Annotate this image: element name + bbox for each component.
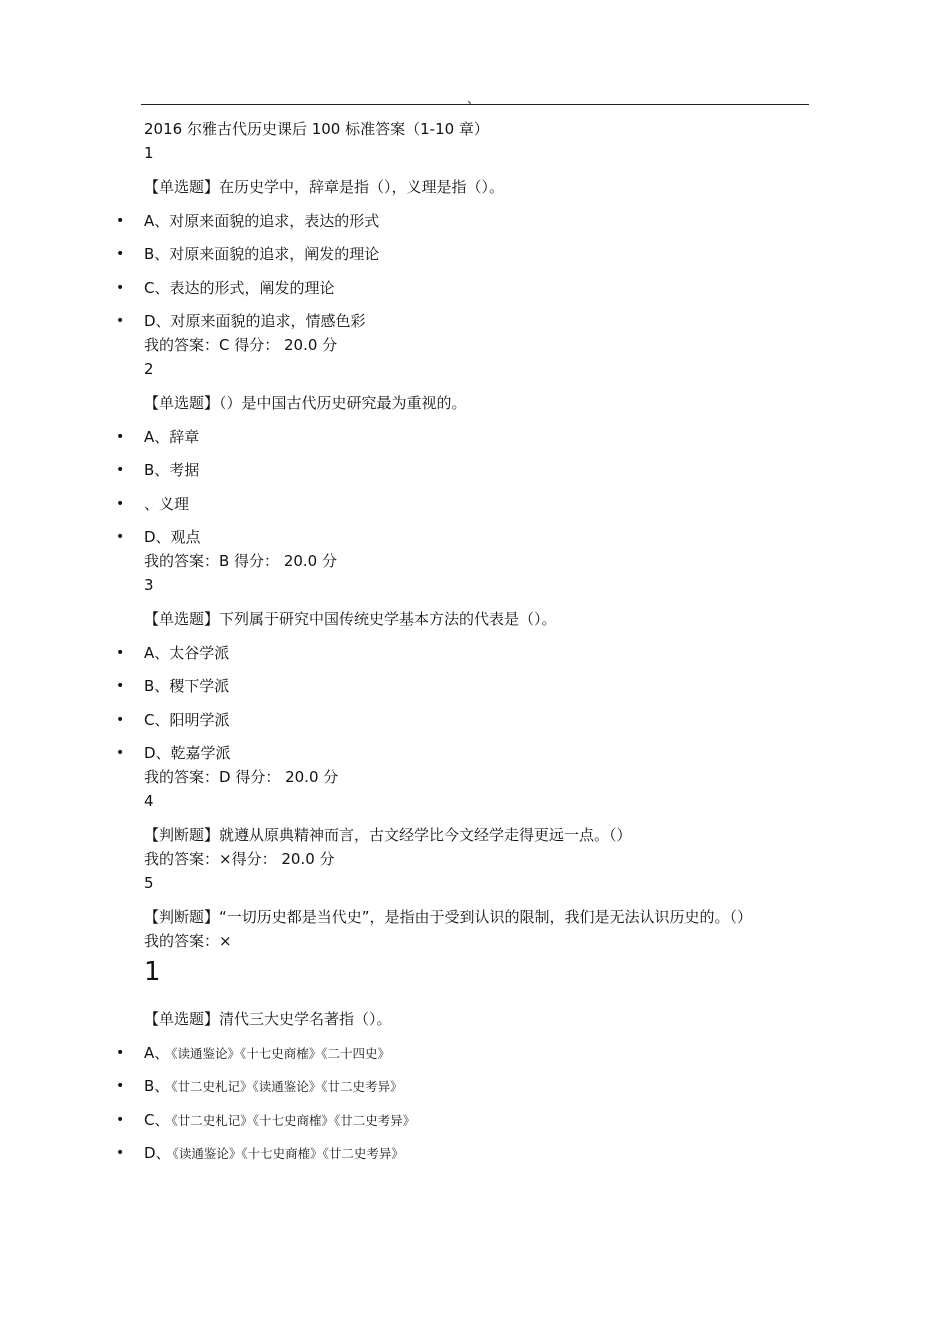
- option-list: [144, 209, 824, 334]
- option-letter: D、: [144, 1144, 171, 1162]
- option-item: • C、表达的形式，阐发的理论: [144, 276, 824, 300]
- question-text: 【单选题】（）是中国古代历史研究最为重视的。: [144, 394, 467, 412]
- question-text: 【判断题】“一切历史都是当代史”，是指由于受到认识的限制，我们是无法认识历史的。（）: [144, 908, 753, 926]
- option-item: • B、稷下学派: [144, 674, 824, 698]
- answer-line: 我的答案：×得分： 20.0 分: [144, 850, 335, 868]
- answer-line: 我的答案：C 得分： 20.0 分: [144, 336, 338, 354]
- question-text: 【单选题】清代三大史学名著指（）。: [144, 1010, 392, 1028]
- option-item: [144, 1108, 824, 1132]
- header-rule: [141, 104, 809, 105]
- question-text: 【单选题】在历史学中，辞章是指（），义理是指（）。: [144, 178, 505, 196]
- option-books: 《读通鉴论》《十七史商榷》《廿二史考异》: [172, 1146, 404, 1161]
- option-books: 《读通鉴论》《十七史商榷》《二十四史》: [171, 1045, 391, 1061]
- document-body: [144, 117, 824, 1165]
- question-text: 【单选题】下列属于研究中国传统史学基本方法的代表是（）。: [144, 610, 557, 628]
- option-item: • C、阳明学派: [144, 708, 824, 732]
- option-letter: A、: [144, 1043, 170, 1062]
- option-item: • D、对原来面貌的追求，情感色彩: [144, 309, 824, 333]
- option-books: 《廿二史札记》《十七史商榷》《廿二史考异》: [171, 1112, 416, 1128]
- option-list: [144, 1041, 824, 1166]
- question-number: 4: [144, 792, 154, 810]
- header-mark: 、: [467, 92, 481, 107]
- question-number: 5: [144, 874, 154, 892]
- option-item: [144, 1074, 824, 1098]
- option-list: [144, 641, 824, 766]
- document-title: 2016 尔雅古代历史课后 100 标准答案（1-10 章）: [144, 120, 489, 138]
- option-item: • A、辞章: [144, 425, 824, 449]
- option-item: [144, 1041, 824, 1065]
- question-text: 【判断题】就遵从原典精神而言，古文经学比今文经学走得更远一点。（）: [144, 826, 632, 844]
- option-item: • A、对原来面貌的追求，表达的形式: [144, 209, 824, 233]
- option-item: • D、观点: [144, 525, 824, 549]
- option-item: • A、太谷学派: [144, 641, 824, 665]
- question-number: 2: [144, 360, 154, 378]
- option-books: 《廿二史札记》《读通鉴论》《廿二史考异》: [171, 1079, 403, 1094]
- option-item: • 、义理: [144, 492, 824, 516]
- option-letter: C、: [144, 1110, 170, 1129]
- answer-line: 我的答案：D 得分： 20.0 分: [144, 768, 339, 786]
- option-item: • B、对原来面貌的追求，阐发的理论: [144, 242, 824, 266]
- option-letter: B、: [144, 1077, 170, 1095]
- option-item: • B、考据: [144, 458, 824, 482]
- question-number: 1: [144, 144, 154, 162]
- answer-line: 我的答案：B 得分： 20.0 分: [144, 552, 337, 570]
- option-item: [144, 1141, 824, 1165]
- option-item: • D、乾嘉学派: [144, 741, 824, 765]
- question-number: 1: [144, 957, 161, 987]
- question-number: 3: [144, 576, 154, 594]
- answer-line: 我的答案：×: [144, 932, 232, 950]
- option-list: [144, 425, 824, 550]
